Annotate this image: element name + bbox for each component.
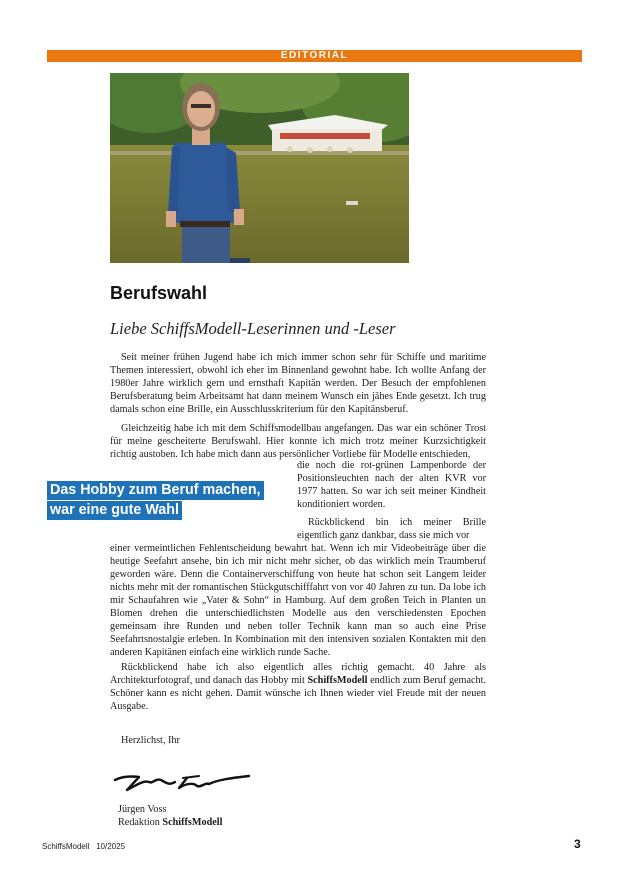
author-role-prefix: Redaktion [118, 817, 163, 828]
handwritten-signature [113, 768, 253, 801]
pull-quote-line-1: Das Hobby zum Beruf machen, [47, 481, 264, 500]
paragraph-4-text-after: endlich zum Beruf gemacht. Schöner kann es nicht gehen. Damit wünsche ich Ihnen wieder viel Freude mit der neuen Ausgabe. [110, 675, 486, 712]
section-banner: EDITORIAL [47, 50, 582, 62]
pull-quote [47, 481, 264, 521]
pull-quote-line-2: war eine gute Wahl [47, 501, 182, 520]
paragraph-3-part-1: Rückblickend bin ich meiner Brille eigentlich ganz dankbar, dass sie mich vor [297, 517, 486, 541]
paragraph-4 [110, 661, 486, 713]
author-role-brand: SchiffsModell [162, 817, 223, 828]
footer-publication: SchiffsModell 10/2025 [42, 842, 126, 851]
paragraph-2-part-1: Gleichzeitig habe ich mit dem Schiffsmodellbau angefangen. Das war ein schöner Trost für meine gescheiterte Berufswahl. Hier konnte ich mich trotz meiner Kurzsichtigkeit richtig austoben. Ich habe mich dann aus persönlicher Vorliebe für Modelle entschieden, [110, 423, 486, 460]
paragraph-3-part-2: einer vermeintlichen Fehlentscheidung bewahrt hat. Wenn ich mir Videobeiträge über die heutige Seefahrt ansehe, bin ich mir nicht mehr sicher, ob das wirklich mein Traumberuf geworden wäre. Denn die Containerverschiffung von heute hat schon seit Langem leider nichts mehr mit der romantischen Stückgutschifffahrt von vor 40 Jahren zu tun. Da lobe ich mir Schaufahren wie „Vater & Sohn“ in Hamburg. Auf dem großen Teich in Planten un Blomen drehen die unterschiedlichsten Modelle aus den verschiedensten Epochen gemeinsam ihre Runden und neben toller Technik kann man so auch eine Prise Seefahrtsnostalgie erleben. In Kombination mit den intensiven sozialen Kontakten mit den anderen Kapitänen einfach eine wirklich runde Sache. [110, 543, 486, 658]
author-role [118, 816, 222, 829]
article-headline: Berufswahl [110, 283, 208, 303]
paragraph-1: Seit meiner frühen Jugend habe ich mich immer schon sehr für Schiffe und maritime Themen interessiert, obwohl ich eher im Binnenland gewohnt habe. Ich wollte Anfang der 1980er Jahre wirklich gern und ernsthaft Kapitän werden. Der Besuch der empfohlenen Berufsberatung beim Arbeitsamt hat dann meinem Wunsch ein jähes Ende gesetzt. Ich trug damals schon eine Brille, ein Ausschlusskriterium für den Kapitänsberuf. [110, 352, 486, 415]
author-name: Jürgen Voss [118, 804, 167, 815]
paragraph-4-text-before: Rückblickend habe ich also eigentlich alles richtig gemacht. 40 Jahre als Architekturfotograf, und danach das Hobby mit [110, 662, 486, 686]
page-number: 3 [574, 837, 581, 851]
salutation: Liebe SchiffsModell-Leserinnen und -Leser [110, 319, 396, 338]
author-photo [110, 73, 409, 263]
closing-line: Herzlichst, Ihr [121, 735, 180, 746]
paragraph-4-brand: SchiffsModell [307, 675, 368, 686]
paragraph-2-part-2: die noch die rot-grünen Lampenborde der Positionsleuchten nach der alten KVR vor 1977 hatten. So war ich seit meiner Kindheit konditioniert worden. [297, 460, 486, 510]
